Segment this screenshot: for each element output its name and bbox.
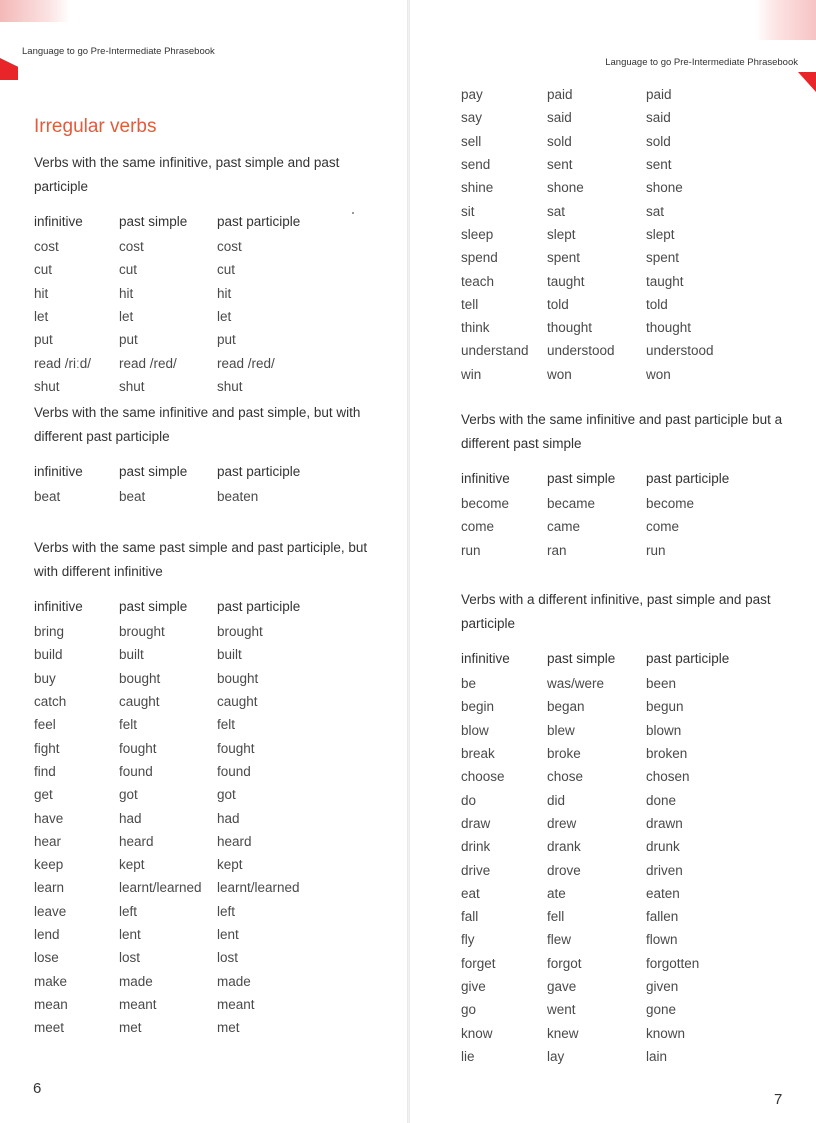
past-simple-cell: blew	[547, 722, 575, 738]
header-past-simple: past simple	[547, 470, 616, 486]
past-simple-cell: lay	[547, 1048, 565, 1064]
verb-group	[461, 588, 816, 1068]
past-simple-cell: cost	[119, 239, 144, 255]
column-headers	[34, 207, 394, 235]
past-simple-cell: slept	[547, 226, 576, 242]
infinitive-cell: say	[461, 110, 483, 126]
infinitive-cell: let	[34, 309, 49, 325]
past-participle-cell: lost	[217, 950, 239, 966]
table-row	[461, 765, 816, 788]
table-row	[461, 952, 816, 975]
infinitive-cell: drink	[461, 839, 491, 855]
table-row	[34, 923, 394, 946]
past-participle-cell: kept	[217, 857, 243, 873]
table-row	[34, 351, 394, 374]
table-row	[461, 223, 816, 246]
infinitive-cell: go	[461, 1002, 477, 1018]
past-participle-cell: left	[217, 903, 236, 919]
past-simple-cell: left	[119, 903, 138, 919]
column-headers	[461, 644, 816, 672]
past-simple-cell: went	[547, 1002, 576, 1018]
infinitive-cell: read /riːd/	[34, 355, 92, 371]
infinitive-cell: have	[34, 810, 64, 826]
header-past-participle: past participle	[646, 470, 730, 486]
infinitive-cell: win	[461, 366, 482, 382]
table-row	[34, 258, 394, 281]
table-row	[34, 328, 394, 351]
past-participle-cell: broken	[646, 746, 688, 762]
table-row	[34, 305, 394, 328]
header-infinitive: infinitive	[34, 213, 83, 229]
page-number: 7	[774, 1091, 783, 1108]
infinitive-cell: cost	[34, 239, 59, 255]
past-simple-cell: came	[547, 519, 581, 535]
past-simple-cell: forgot	[547, 955, 582, 971]
infinitive-cell: come	[461, 519, 495, 535]
infinitive-cell: send	[461, 157, 491, 173]
past-simple-cell: caught	[119, 694, 160, 710]
table-row	[34, 713, 394, 736]
table-row	[34, 485, 394, 508]
past-simple-cell: paid	[547, 87, 573, 103]
infinitive-cell: mean	[34, 996, 68, 1012]
infinitive-cell: sleep	[461, 226, 494, 242]
corner-decoration	[0, 0, 70, 22]
past-participle-cell: drawn	[646, 815, 683, 831]
header-infinitive: infinitive	[34, 598, 83, 614]
infinitive-cell: run	[461, 542, 481, 558]
infinitive-cell: break	[461, 746, 495, 762]
infinitive-cell: do	[461, 792, 477, 808]
past-participle-cell: beaten	[217, 489, 259, 505]
past-participle-cell: begun	[646, 699, 684, 715]
past-simple-cell: lent	[119, 927, 141, 942]
verb-group	[34, 151, 394, 398]
table-row	[34, 946, 394, 969]
past-simple-cell: drank	[547, 839, 581, 855]
table-row	[34, 1016, 394, 1039]
table-row	[461, 176, 816, 199]
table-row	[461, 672, 816, 695]
past-participle-cell: lain	[646, 1048, 668, 1064]
table-row	[461, 83, 816, 106]
table-row	[34, 375, 394, 398]
table-row	[34, 969, 394, 992]
past-simple-cell: lost	[119, 950, 141, 966]
past-participle-cell: had	[217, 810, 240, 826]
header-past-participle: past participle	[646, 650, 730, 666]
past-simple-cell: spent	[547, 250, 581, 266]
past-participle-cell: understood	[646, 343, 714, 359]
infinitive-cell: choose	[461, 769, 505, 785]
group-intro: Verbs with the same infinitive and past simple, but with different past participle	[34, 405, 361, 444]
past-participle-cell: told	[646, 296, 668, 312]
infinitive-cell: drive	[461, 862, 491, 878]
column-headers	[34, 592, 394, 620]
past-simple-cell: meant	[119, 996, 157, 1012]
table-row	[461, 742, 816, 765]
past-participle-cell: meant	[217, 996, 255, 1012]
infinitive-cell: blow	[461, 722, 489, 738]
table-row	[461, 975, 816, 998]
infinitive-cell: feel	[34, 717, 56, 733]
table-row	[461, 246, 816, 269]
past-simple-cell: drew	[547, 815, 577, 831]
past-simple-cell: learnt/learned	[119, 880, 202, 896]
past-simple-cell: broke	[547, 746, 581, 762]
past-simple-cell: met	[119, 1020, 142, 1036]
verb-rows	[34, 235, 394, 398]
header-past-simple: past simple	[119, 598, 188, 614]
table-row	[461, 812, 816, 835]
table-row	[461, 515, 816, 538]
infinitive-cell: buy	[34, 670, 56, 686]
past-participle-cell: thought	[646, 320, 692, 336]
past-simple-cell: ate	[547, 885, 566, 901]
table-row	[34, 760, 394, 783]
past-participle-cell: driven	[646, 862, 683, 878]
infinitive-cell: put	[34, 332, 53, 348]
group-intro: Verbs with a different infinitive, past simple and past participle	[461, 592, 771, 631]
past-participle-cell: blown	[646, 722, 682, 738]
infinitive-cell: find	[34, 763, 56, 779]
header-past-participle: past participle	[217, 463, 301, 479]
past-participle-cell: bought	[217, 670, 259, 686]
past-participle-cell: said	[646, 110, 671, 126]
table-row	[461, 106, 816, 129]
table-row	[34, 620, 394, 643]
past-participle-cell: forgotten	[646, 955, 700, 971]
past-participle-cell: fallen	[646, 909, 679, 925]
past-participle-cell: put	[217, 332, 236, 348]
table-row	[461, 1021, 816, 1044]
table-row	[461, 269, 816, 292]
column-headers	[461, 464, 816, 492]
infinitive-cell: fall	[461, 909, 479, 925]
past-simple-cell: told	[547, 296, 569, 312]
infinitive-cell: leave	[34, 903, 67, 919]
corner-decoration	[756, 0, 816, 40]
past-participle-cell: found	[217, 763, 251, 779]
verb-rows	[461, 672, 816, 1068]
infinitive-cell: begin	[461, 699, 495, 715]
past-participle-cell: let	[217, 309, 232, 325]
past-simple-cell: sold	[547, 133, 572, 149]
past-participle-cell: been	[646, 676, 677, 692]
infinitive-cell: think	[461, 320, 490, 336]
verb-group	[34, 536, 394, 1039]
header-past-simple: past simple	[119, 463, 188, 479]
infinitive-cell: sit	[461, 203, 475, 219]
table-row	[34, 853, 394, 876]
table-row	[34, 282, 394, 305]
infinitive-cell: draw	[461, 815, 491, 831]
table-row	[34, 783, 394, 806]
past-simple-cell: gave	[547, 979, 577, 994]
table-row	[461, 998, 816, 1021]
past-participle-cell: spent	[646, 250, 680, 266]
past-participle-cell: come	[646, 519, 680, 535]
table-row	[461, 316, 816, 339]
past-participle-cell: caught	[217, 694, 258, 710]
table-row	[34, 900, 394, 923]
table-row	[34, 667, 394, 690]
past-simple-cell: began	[547, 699, 585, 715]
past-participle-cell: brought	[217, 624, 263, 640]
past-participle-cell: taught	[646, 273, 684, 289]
past-participle-cell: drunk	[646, 839, 680, 855]
past-simple-cell: let	[119, 309, 134, 325]
infinitive-cell: know	[461, 1025, 493, 1041]
infinitive-cell: be	[461, 676, 477, 692]
past-simple-cell: did	[547, 792, 566, 808]
running-head: Language to go Pre-Intermediate Phrasebook	[22, 46, 215, 57]
past-simple-cell: kept	[119, 857, 145, 873]
table-row	[34, 993, 394, 1016]
past-participle-cell: won	[646, 366, 671, 382]
infinitive-cell: forget	[461, 955, 496, 971]
table-row	[461, 293, 816, 316]
table-row	[34, 876, 394, 899]
past-participle-cell: lent	[217, 927, 239, 942]
infinitive-cell: eat	[461, 885, 480, 901]
past-participle-cell: slept	[646, 226, 675, 242]
past-simple-cell: had	[119, 810, 142, 826]
table-row	[461, 695, 816, 718]
verb-rows	[34, 620, 394, 1039]
table-row	[461, 363, 816, 386]
infinitive-cell: cut	[34, 262, 53, 278]
infinitive-cell: fly	[461, 932, 475, 948]
infinitive-cell: get	[34, 787, 53, 803]
table-row	[461, 882, 816, 905]
past-simple-cell: fought	[119, 740, 157, 756]
past-simple-cell: cut	[119, 262, 138, 278]
past-simple-cell: shone	[547, 180, 584, 196]
past-simple-cell: thought	[547, 320, 593, 336]
past-simple-cell: bought	[119, 670, 161, 686]
infinitive-cell: lose	[34, 950, 59, 966]
header-infinitive: infinitive	[34, 463, 83, 479]
table-row	[461, 153, 816, 176]
section-title: Irregular verbs	[34, 116, 157, 137]
infinitive-cell: pay	[461, 87, 483, 103]
column-headers	[34, 457, 394, 485]
past-participle-cell: built	[217, 647, 242, 663]
running-head: Language to go Pre-Intermediate Phrasebook	[605, 57, 798, 68]
past-participle-cell: sold	[646, 133, 671, 149]
past-simple-cell: understood	[547, 343, 615, 359]
past-simple-cell: drove	[547, 862, 581, 878]
past-simple-cell: was/were	[547, 676, 605, 692]
right-page	[410, 0, 816, 1123]
past-participle-cell: shut	[217, 378, 243, 394]
past-simple-cell: ran	[547, 542, 567, 558]
past-simple-cell: read /red/	[119, 355, 177, 371]
past-participle-cell: gone	[646, 1002, 677, 1018]
infinitive-cell: understand	[461, 343, 529, 359]
past-simple-cell: chose	[547, 769, 584, 785]
table-row	[461, 928, 816, 951]
past-participle-cell: learnt/learned	[217, 880, 300, 896]
verb-rows	[34, 485, 394, 508]
past-simple-cell: said	[547, 110, 572, 126]
past-simple-cell: brought	[119, 624, 165, 640]
page-number: 6	[33, 1080, 42, 1097]
past-participle-cell: hit	[217, 285, 232, 301]
past-simple-cell: knew	[547, 1025, 579, 1041]
infinitive-cell: hear	[34, 833, 62, 849]
infinitive-cell: tell	[461, 296, 479, 312]
past-simple-cell: sent	[547, 157, 573, 173]
table-row	[34, 830, 394, 853]
past-participle-cell: given	[646, 979, 679, 994]
infinitive-cell: teach	[461, 273, 495, 289]
past-simple-cell: became	[547, 496, 596, 512]
infinitive-cell: lie	[461, 1048, 475, 1064]
infinitive-cell: catch	[34, 694, 67, 710]
verb-rows	[461, 492, 816, 562]
past-simple-cell: found	[119, 763, 153, 779]
past-participle-cell: eaten	[646, 885, 680, 901]
past-participle-cell: cut	[217, 262, 236, 278]
past-participle-cell: shone	[646, 180, 683, 196]
infinitive-cell: learn	[34, 880, 65, 896]
infinitive-cell: shine	[461, 180, 494, 196]
infinitive-cell: beat	[34, 489, 61, 505]
table-row	[461, 130, 816, 153]
past-simple-cell: made	[119, 973, 153, 989]
corner-decoration	[0, 58, 18, 80]
table-row	[461, 339, 816, 362]
infinitive-cell: become	[461, 496, 510, 512]
past-participle-cell: got	[217, 787, 236, 803]
table-row	[461, 492, 816, 515]
table-row	[461, 905, 816, 928]
header-past-participle: past participle	[217, 598, 301, 614]
past-participle-cell: sat	[646, 203, 665, 219]
verb-group-continued	[461, 83, 816, 386]
past-simple-cell: got	[119, 787, 138, 803]
past-participle-cell: cost	[217, 239, 242, 255]
past-participle-cell: felt	[217, 717, 236, 733]
past-simple-cell: hit	[119, 285, 134, 301]
infinitive-cell: meet	[34, 1020, 65, 1036]
past-participle-cell: read /red/	[217, 355, 275, 371]
past-participle-cell: run	[646, 542, 666, 558]
infinitive-cell: fight	[34, 740, 60, 756]
past-participle-cell: heard	[217, 833, 252, 849]
table-row	[461, 199, 816, 222]
infinitive-cell: lend	[34, 927, 60, 942]
infinitive-cell: give	[461, 979, 486, 994]
header-past-simple: past simple	[547, 650, 616, 666]
past-simple-cell: sat	[547, 203, 566, 219]
past-simple-cell: built	[119, 647, 144, 663]
past-simple-cell: won	[547, 366, 572, 382]
table-row	[34, 235, 394, 258]
group-intro: Verbs with the same infinitive, past simple and past participle	[34, 155, 340, 194]
infinitive-cell: shut	[34, 378, 60, 394]
past-simple-cell: flew	[547, 932, 572, 948]
verb-rows	[461, 83, 816, 386]
past-simple-cell: felt	[119, 717, 138, 733]
group-intro: Verbs with the same past simple and past participle, but with different infinitive	[34, 540, 368, 579]
past-participle-cell: become	[646, 496, 695, 512]
table-row	[461, 539, 816, 562]
verb-group	[34, 401, 394, 508]
past-simple-cell: put	[119, 332, 138, 348]
table-row	[34, 736, 394, 759]
table-row	[461, 719, 816, 742]
infinitive-cell: keep	[34, 857, 64, 873]
past-simple-cell: heard	[119, 833, 154, 849]
past-participle-cell: fought	[217, 740, 255, 756]
header-past-participle: past participle	[217, 213, 301, 229]
past-participle-cell: chosen	[646, 769, 690, 785]
table-row	[461, 835, 816, 858]
infinitive-cell: make	[34, 973, 68, 989]
past-simple-cell: beat	[119, 489, 146, 505]
header-infinitive: infinitive	[461, 470, 510, 486]
past-participle-cell: met	[217, 1020, 240, 1036]
infinitive-cell: build	[34, 647, 63, 663]
table-row	[461, 858, 816, 881]
past-participle-cell: flown	[646, 932, 678, 948]
table-row	[461, 788, 816, 811]
past-simple-cell: taught	[547, 273, 585, 289]
past-participle-cell: done	[646, 792, 677, 808]
past-simple-cell: shut	[119, 378, 145, 394]
infinitive-cell: spend	[461, 250, 498, 266]
past-participle-cell: known	[646, 1025, 686, 1041]
table-row	[34, 690, 394, 713]
group-intro: Verbs with the same infinitive and past participle but a different past simple	[461, 412, 783, 451]
header-infinitive: infinitive	[461, 650, 510, 666]
header-past-simple: past simple	[119, 213, 188, 229]
infinitive-cell: hit	[34, 285, 49, 301]
verb-group	[461, 408, 816, 562]
infinitive-cell: bring	[34, 624, 65, 640]
past-simple-cell: fell	[547, 909, 565, 925]
table-row	[34, 806, 394, 829]
past-participle-cell: made	[217, 973, 251, 989]
infinitive-cell: sell	[461, 133, 482, 149]
past-participle-cell: paid	[646, 87, 672, 103]
table-row	[461, 1045, 816, 1068]
past-participle-cell: sent	[646, 157, 672, 173]
table-row	[34, 643, 394, 666]
